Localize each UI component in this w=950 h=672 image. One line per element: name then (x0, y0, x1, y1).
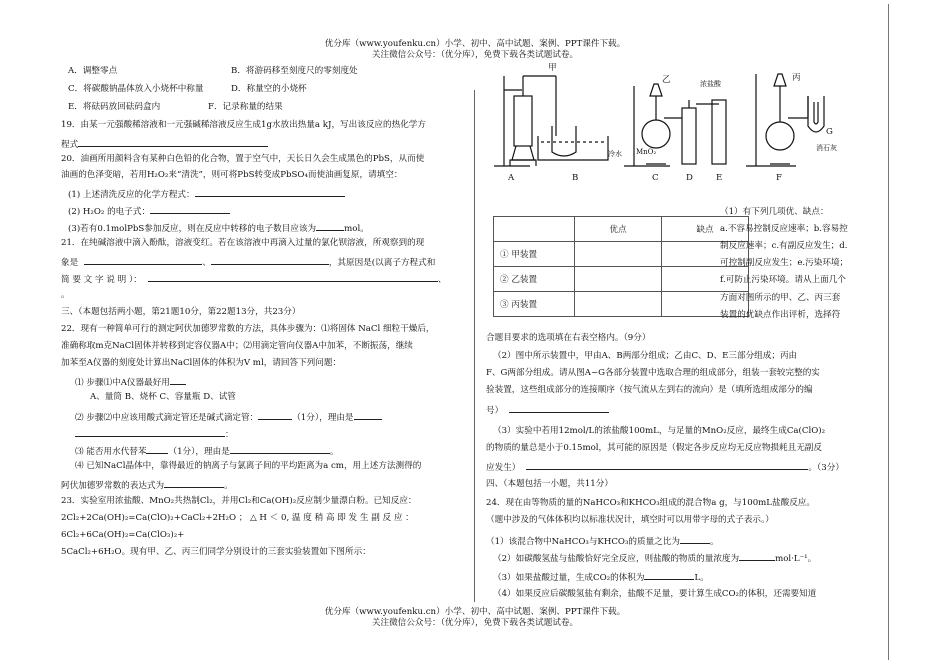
diagram-label-C: C (652, 173, 659, 183)
q-part2-line2: F、G两部分组成。请从图A~G各部分装置中选取合理的组成部分，组装一套较完整的实 (486, 368, 820, 378)
section-4-title: 四、（本题包括一小题，共11分） (486, 479, 613, 489)
table-header-cell: 优点 (575, 217, 662, 242)
q22-sub1 (75, 375, 186, 389)
q-side-line: 装置的优缺点作出评析，选择符 (720, 310, 841, 320)
q-side-line: a.不容易控制反应速率；b.容易控 (720, 224, 848, 234)
q21-line3 (61, 272, 446, 286)
q21-line1: 21．在纯碱溶液中滴入酚酞，溶液变红。若在该溶液中再滴入过量的氯化钡溶液，所观察到的现 (61, 238, 425, 248)
q20-sub3-text: (3)若有0.1molPbS参加反应，则在反应中转移的电子数目应该为 (68, 224, 317, 234)
header-line-1: 优分库（www.youfenku.cn）小学、初中、高中试题、案例、PPT课件下载。 (324, 39, 626, 49)
diagram-label-E: E (716, 173, 723, 183)
q24-sub3-text: （3）如果盐酸过量，生成CO₂的体积为 (493, 573, 645, 583)
q23-line3: 6Cl₂+6Ca(OH)₂=Ca(ClO₃)₂+ (61, 530, 185, 540)
apparatus-diagram (486, 56, 874, 184)
q20-sub2-text: (2) H₂O₂ 的电子式： (68, 207, 151, 217)
q24-line2: （题中涉及的气体体积均以标准状况计，填空时可以用带字母的式子表示。） (486, 515, 774, 525)
q22-sub3-end: 。 (329, 447, 339, 457)
q-part2-line3: 验装置，这些组成部分的连接顺序（按气流从左到右的流向）是（填所选组成部分的编 (486, 385, 813, 395)
column-divider (474, 90, 475, 602)
diagram-label-yi: 乙 (662, 75, 671, 85)
answer-blank[interactable] (195, 187, 345, 197)
answer-blank[interactable] (526, 460, 808, 470)
q24-sub2-unit: mol·L⁻¹。 (775, 554, 817, 564)
q24-sub3-unit: L。 (694, 573, 709, 583)
answer-blank[interactable] (170, 375, 186, 385)
answer-blank[interactable] (211, 255, 329, 265)
q-part3-line1: （3）实验中若用12mol/L的浓盐酸100mL，与足量的MnO₂反应，最终生成Ca(ClO)₂ (493, 426, 826, 436)
q20-sub1-text: (1) 上述清洗反应的化学方程式： (68, 190, 195, 200)
q22-line1: 22．现有一种简单可行的测定阿伏加德罗常数的方法，具体步骤为：⑴将固体 NaCl 细粒干燥后， (61, 324, 435, 334)
q-part1-end: 合题目要求的选项填在右表空格内。（9分） (486, 333, 651, 343)
q22-sub4-end: 。 (224, 481, 233, 491)
q21-line3-prefix: 简 要 文 字 说 明 ）： (61, 275, 142, 285)
q21-line2-suffix: ，其原因是(以离子方程式和 (328, 258, 436, 268)
q22-sub1-text: ⑴ 步骤⑴中A仪器最好用 (75, 378, 170, 388)
diagram-label-cold-water: 冷水 (608, 150, 622, 158)
q20-sub1 (68, 187, 345, 201)
option-b: B．将游码移至刻度尺的零刻度处 (231, 66, 358, 76)
answer-blank[interactable] (75, 427, 225, 437)
footer-line-1: 优分库（www.youfenku.cn）小学、初中、高中试题、案例、PPT课件下载。 (324, 607, 626, 617)
table-row (494, 242, 749, 267)
q-side-line: （1）有下列几项优、缺点： (720, 207, 829, 217)
diagram-label-jia: 甲 (548, 63, 557, 73)
q22-sub4-text: 阿伏加德罗常数的表达式为 (61, 481, 165, 491)
option-c: C．将碳酸钠晶体放入小烧杯中称量 (68, 84, 204, 94)
answer-blank[interactable] (739, 551, 775, 561)
q22-line2: 准确称取m克NaCl固体并转移到定容仪器A中；⑵用滴定管向仪器A中加苯，不断振荡，继续 (61, 341, 413, 351)
q-part2-prefix: 号） (486, 406, 504, 416)
header-line-2: 关注微信公众号：（优分库），免费下载各类试题试卷。 (371, 50, 579, 60)
diagram-label-G: G (826, 127, 833, 137)
q21-line3-suffix: 、 (437, 275, 447, 285)
answer-blank[interactable] (680, 534, 710, 544)
table-row (494, 292, 749, 317)
q-part3-line3 (486, 460, 844, 474)
diagram-label-B: B (572, 173, 579, 183)
q23-line4: 5CaCl₂+6H₂O。现有甲、乙、丙三们同学分别设计的三套实验装置如下图所示： (61, 547, 371, 557)
option-f: F．记录称量的结果 (208, 102, 283, 112)
q20-sub2 (68, 204, 230, 218)
q20-line1: 20．油画所用颜料含有某种白色铅的化合物，置于空气中，天长日久会生成黑色的PbS，从而使 (61, 154, 425, 164)
section-3-title: 三、（本题包括两小题，第21题10分，第22题13分，共23分） (61, 307, 301, 317)
q23-line2: 2Cl₂+2Ca(OH)₂=Ca(ClO)₂+CaCl₂+2H₂O ； △ H ＜ 0, 温 度 稍 高 即 发 生 副 反 应 ： (61, 513, 414, 523)
answer-blank[interactable] (78, 137, 268, 147)
q22-sub3 (75, 444, 338, 458)
q24-sub1-text: （1）该混合物中NaHCO₃与KHCO₃的质量之比为 (486, 537, 680, 547)
q20-line2: 油画的色泽变暗，若用H₂O₂来“清洗”，则可将PbS转变成PbSO₄而使油画复原，请填空： (61, 170, 403, 180)
diagram-label-F: F (776, 173, 782, 183)
q24-sub1-end: 。 (709, 537, 719, 547)
answer-cell[interactable] (575, 292, 662, 317)
q22-sub4-cont (61, 478, 233, 492)
option-d: D．称量空的小烧杯 (231, 84, 307, 94)
table-row-label: ③ 丙装置 (494, 292, 575, 317)
q24-line1: 24．现在由等物质的量的NaHCO₃和KHCO₃组成的混合物a g，与100mL盐酸反应。 (486, 498, 815, 508)
q-part2-line1: （2）图中所示装置中，甲由A、B两部分组成；乙由C、D、E三部分组成；丙由 (493, 351, 798, 361)
answer-blank[interactable] (354, 410, 382, 420)
q22-line3: 加苯至A仪器的刻度处计算出NaCl固体的体积为V ml，请回答下列问题： (61, 358, 342, 368)
q24-sub2-text: （2）如碳酸氢盐与盐酸恰好完全反应，则盐酸的物质的量浓度为 (493, 554, 740, 564)
table-header-cell (494, 217, 575, 242)
q24-sub3 (493, 570, 709, 584)
table-row-label: ② 乙装置 (494, 267, 575, 292)
q-side-line: f.可防止污染环境。请从上面几个 (720, 275, 846, 285)
answer-blank[interactable] (150, 204, 230, 214)
answer-blank[interactable] (230, 444, 330, 454)
answer-blank[interactable] (644, 570, 694, 580)
q22-sub1-options: A、量筒 B、烧杯 C、容量瓶 D、试管 (90, 392, 236, 402)
q22-sub2-text: ⑵ 步骤⑵中应该用酸式滴定管还是碱式滴定管： (75, 413, 259, 423)
diagram-label-A: A (508, 173, 515, 183)
q-side-line: 制反应速率；c.有副反应发生；d. (720, 241, 848, 251)
q22-sub2-reason: （1分），理由是 (292, 413, 354, 423)
q19-line1: 19．由某一元强酸稀溶液和一元强碱稀溶液反应生成1g水放出热量a kJ，写出该反应的热化学方 (61, 120, 426, 130)
q20-sub3 (68, 221, 369, 235)
answer-cell[interactable] (575, 242, 662, 267)
q22-sub3-text: ⑶ 能否用水代替苯 (75, 447, 147, 457)
q-part3-score: 。（3分） (808, 463, 844, 473)
footer-line-2: 关注微信公众号：（优分库），免费下载各类试题试卷。 (371, 618, 579, 628)
diagram-label-mno2: MnO₂ (636, 148, 657, 156)
q21-line2: 象是 、 ，其原因是(以离子方程式和 (61, 255, 435, 269)
table-row-label: ① 甲装置 (494, 242, 575, 267)
table-header-cell: 缺点 (662, 217, 749, 242)
q24-sub4: （4）如果反应后碳酸氢盐有剩余，盐酸不足量，要计算生成CO₂的体积，还需要知道 (493, 589, 817, 599)
answer-blank[interactable] (146, 444, 168, 454)
q24-sub1 (486, 534, 719, 548)
evaluation-table (493, 216, 749, 317)
diagram-label-slaked-lime: 消石灰 (816, 144, 837, 152)
q-part3-line2: 的物质的量总是小于0.15mol，其可能的原因是（假定各步反应均无反应物损耗且无副反 (486, 443, 822, 453)
q21-line4: 。 (61, 290, 70, 300)
q19-prefix: 程式 (61, 140, 79, 150)
q-part2-line4 (486, 403, 609, 417)
answer-cell[interactable] (575, 267, 662, 292)
answer-blank[interactable] (316, 221, 344, 231)
answer-blank[interactable] (148, 272, 438, 282)
q22-sub2-cont (75, 427, 234, 441)
option-a: A．调整零点 (68, 66, 118, 76)
answer-blank[interactable] (258, 410, 292, 420)
diagram-label-D: D (686, 173, 693, 183)
q22-sub2 (75, 410, 382, 424)
q24-sub2 (493, 551, 816, 565)
table-row (494, 267, 749, 292)
q22-sub2-colon: ： (225, 430, 234, 440)
answer-blank[interactable] (164, 478, 224, 488)
q-part3-prefix: 应发生） (486, 463, 521, 473)
q22-sub3-reason: （1分），理由是 (168, 447, 230, 457)
q21-line2-prefix: 象是 (61, 258, 79, 268)
option-e: E．将砝码放回砝码盒内 (68, 102, 161, 112)
diagram-label-bing: 丙 (792, 73, 801, 83)
q19-line2 (61, 137, 268, 151)
q22-sub4: ⑷ 已知NaCl晶体中，靠得最近的钠离子与氯离子间的平均距离为a cm，用上述方法测得的 (75, 461, 422, 471)
binding-line (888, 4, 889, 660)
q20-sub3-unit: mol。 (344, 224, 369, 234)
diagram-label-conc-hcl: 浓盐酸 (700, 80, 721, 88)
q23-line1: 23．实验室用浓盐酸、MnO₂共热制Cl₂，并用Cl₂和Ca(OH)₂反应制少量漂白粉。已知反应： (61, 496, 417, 506)
q-side-line: 可控制副反应发生；e.污染环境； (720, 258, 849, 268)
answer-blank[interactable] (84, 255, 202, 265)
q-side-line: 方面对图所示的甲、乙、丙三套 (720, 293, 841, 303)
answer-blank[interactable] (509, 403, 609, 413)
table-header-row (494, 217, 749, 242)
